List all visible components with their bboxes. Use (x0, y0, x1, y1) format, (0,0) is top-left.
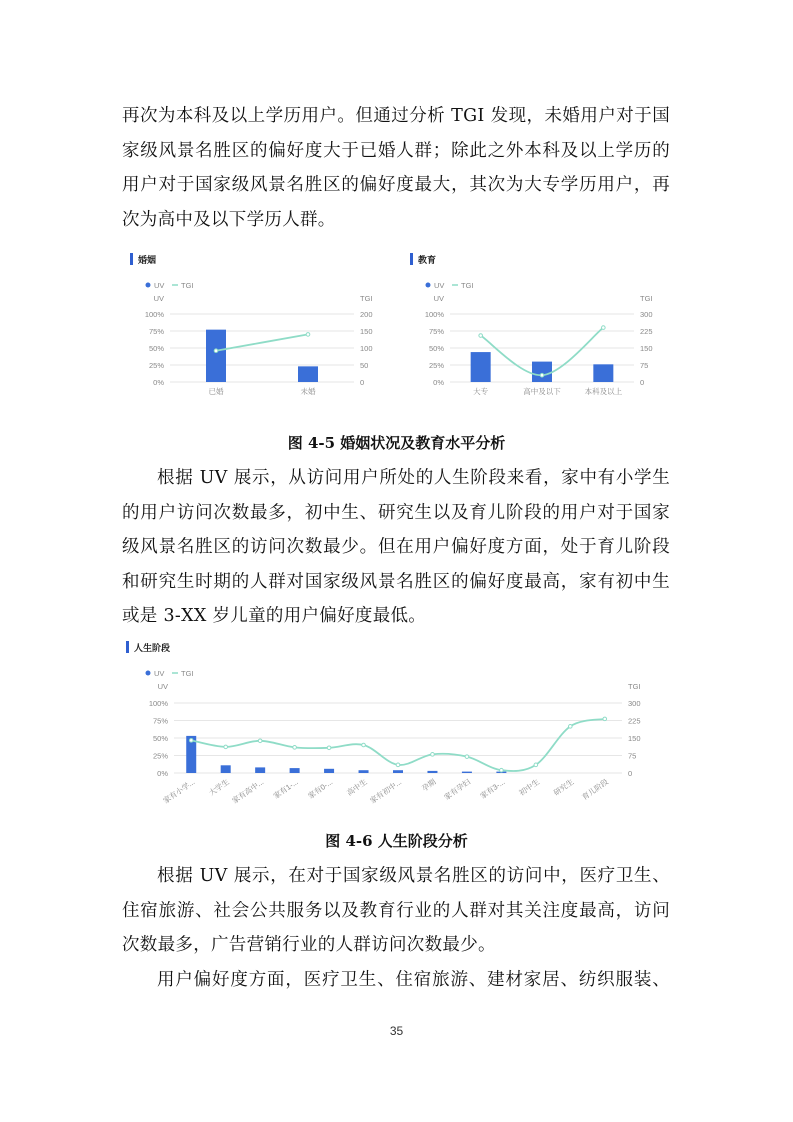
right-tick-label: 75 (628, 751, 637, 761)
page-number: 35 (389, 1024, 404, 1038)
figure-caption-4-6: 图 4-6 人生阶段分析 (325, 832, 468, 850)
left-tick-label: 75% (152, 716, 168, 726)
left-tick-label: 100% (144, 310, 164, 319)
right-tick-label: 75 (640, 361, 649, 370)
x-tick-label: 初中生 (517, 777, 541, 798)
left-axis-title: UV (153, 294, 164, 303)
text-line: 住宿旅游、社会公共服务以及教育行业的人群对其关注度最高，访问 (122, 900, 670, 921)
left-tick-label: 50% (148, 344, 164, 353)
left-tick-label: 75% (428, 327, 444, 336)
bar-uv (324, 769, 334, 773)
chart-life-stage-svg (118, 633, 670, 818)
point-tgi (431, 753, 435, 757)
x-tick-label: 家有小学... (161, 777, 197, 806)
right-tick-label: 0 (640, 378, 645, 387)
x-tick-label: 本科及以上 (584, 387, 623, 396)
chart-life-stage (118, 633, 670, 818)
right-axis-title: TGI (360, 294, 373, 303)
figure-caption-4-5: 图 4-5 婚姻状况及教育水平分析 (287, 434, 506, 452)
right-tick-label: 150 (640, 344, 653, 353)
legend-uv-icon (146, 283, 151, 288)
text-line: 和研究生时期的人群对国家级风景名胜区的偏好度最高，家有初中生 (122, 571, 670, 592)
legend-uv-icon (146, 671, 151, 676)
x-tick-label: 育儿阶段 (580, 777, 610, 802)
x-tick-label: 家有3-... (478, 777, 507, 801)
text-line: 的用户访问次数最多，初中生、研究生以及育儿阶段的用户对于国家 (122, 502, 670, 523)
bar-uv (290, 768, 300, 773)
text-line: 根据 UV 展示，从访问用户所处的人生阶段来看，家中有小学生 (157, 468, 670, 488)
right-tick-label: 100 (360, 344, 373, 353)
right-tick-label: 0 (360, 378, 365, 387)
left-tick-label: 50% (428, 344, 444, 353)
x-tick-label: 大专 (473, 387, 489, 396)
x-tick-label: 家有高中... (230, 777, 266, 806)
left-tick-label: 0% (153, 378, 164, 387)
legend-uv-label: UV (434, 281, 445, 290)
chart-title-accent (130, 253, 133, 265)
x-tick-label: 家有孕妇 (442, 777, 473, 802)
point-tgi (569, 725, 573, 729)
point-tgi (500, 768, 504, 772)
left-tick-label: 100% (424, 310, 444, 319)
right-tick-label: 225 (640, 327, 653, 336)
bar-uv (471, 352, 491, 382)
left-tick-label: 100% (148, 699, 168, 708)
left-tick-label: 25% (152, 751, 168, 761)
paragraph-3 (122, 859, 670, 963)
bar-uv (206, 330, 226, 382)
point-tgi (224, 745, 228, 749)
bar-uv (393, 770, 403, 773)
legend-uv-label: UV (154, 281, 165, 290)
point-tgi (214, 349, 218, 353)
text-line: 用户偏好度方面，医疗卫生、住宿旅游、建材家居、纺织服装、 (157, 970, 670, 990)
legend-tgi-label: TGI (181, 669, 194, 678)
chart-marriage (122, 248, 390, 408)
point-tgi (465, 755, 469, 759)
text-line: 级风景名胜区的访问次数最少。但在用户偏好度方面，处于育儿阶段 (122, 537, 670, 557)
left-tick-label: 0% (157, 769, 168, 778)
text-line: 次为高中及以下学历人群。 (122, 209, 336, 230)
text-line: 用户对于国家级风景名胜区的偏好度最大，其次为大专学历用户，再 (122, 175, 670, 195)
bar-uv (298, 366, 318, 382)
point-tgi (540, 373, 544, 377)
left-axis-title: UV (157, 682, 168, 691)
text-line: 家级风景名胜区的偏好度大于已婚人群；除此之外本科及以上学历的 (122, 140, 670, 161)
x-tick-label: 高中生 (345, 777, 369, 798)
chart-education-svg (402, 248, 670, 408)
right-tick-label: 200 (360, 310, 373, 319)
right-axis-title: TGI (628, 682, 641, 691)
x-tick-label: 孕期 (420, 777, 438, 794)
point-tgi (603, 717, 607, 721)
left-axis-title: UV (433, 294, 444, 303)
paragraph-4 (122, 963, 670, 998)
x-tick-label: 研究生 (551, 777, 576, 798)
bar-uv (221, 765, 231, 773)
chart-title: 教育 (418, 255, 437, 265)
bar-uv (427, 771, 437, 773)
point-tgi (602, 326, 606, 330)
bar-uv (593, 364, 613, 382)
x-tick-label: 未婚 (300, 387, 316, 396)
x-tick-label: 大学生 (207, 777, 231, 798)
legend-tgi-label: TGI (181, 281, 194, 290)
x-tick-label: 家有0-... (306, 777, 335, 801)
legend-uv-label: UV (154, 669, 165, 678)
x-tick-label: 已婚 (208, 387, 224, 396)
left-tick-label: 25% (428, 361, 444, 370)
point-tgi (534, 763, 538, 767)
point-tgi (293, 746, 297, 750)
point-tgi (189, 739, 193, 743)
point-tgi (327, 746, 331, 750)
right-tick-label: 225 (628, 716, 641, 726)
left-tick-label: 0% (433, 378, 444, 387)
paragraph-2 (122, 461, 670, 634)
chart-title: 人生阶段 (134, 643, 171, 653)
bar-uv (255, 767, 265, 773)
left-tick-label: 50% (152, 734, 168, 743)
point-tgi (258, 739, 262, 743)
point-tgi (362, 743, 366, 747)
chart-title: 婚姻 (138, 255, 157, 265)
paragraph-1 (122, 99, 670, 237)
point-tgi (396, 763, 400, 767)
x-tick-label: 高中及以下 (523, 387, 561, 396)
point-tgi (306, 333, 310, 337)
legend-tgi-label: TGI (461, 281, 474, 290)
chart-title-accent (126, 641, 129, 653)
right-tick-label: 150 (360, 327, 373, 336)
chart-title-accent (410, 253, 413, 265)
right-tick-label: 300 (640, 310, 653, 319)
left-tick-label: 25% (148, 361, 164, 370)
text-line: 根据 UV 展示，在对于国家级风景名胜区的访问中，医疗卫生、 (157, 866, 670, 886)
x-tick-label: 家有初中... (368, 777, 404, 806)
text-line: 或是 3-XX 岁儿童的用户偏好度最低。 (122, 606, 427, 626)
left-tick-label: 75% (148, 327, 164, 336)
chart-marriage-svg (122, 248, 390, 408)
right-tick-label: 150 (628, 734, 641, 743)
bar-uv (532, 362, 552, 382)
x-tick-label: 家有1-... (271, 777, 300, 801)
right-tick-label: 300 (628, 699, 641, 708)
chart-education (402, 248, 670, 408)
right-tick-label: 0 (628, 769, 633, 778)
bar-uv (359, 770, 369, 773)
bar-uv (462, 772, 472, 773)
point-tgi (479, 334, 483, 338)
text-line: 次数最多，广告营销行业的人群访问次数最少。 (122, 935, 496, 955)
legend-uv-icon (426, 283, 431, 288)
right-tick-label: 50 (360, 361, 369, 370)
right-axis-title: TGI (640, 294, 653, 303)
text-line: 再次为本科及以上学历用户。但通过分析 TGI 发现，未婚用户对于国 (122, 106, 670, 126)
